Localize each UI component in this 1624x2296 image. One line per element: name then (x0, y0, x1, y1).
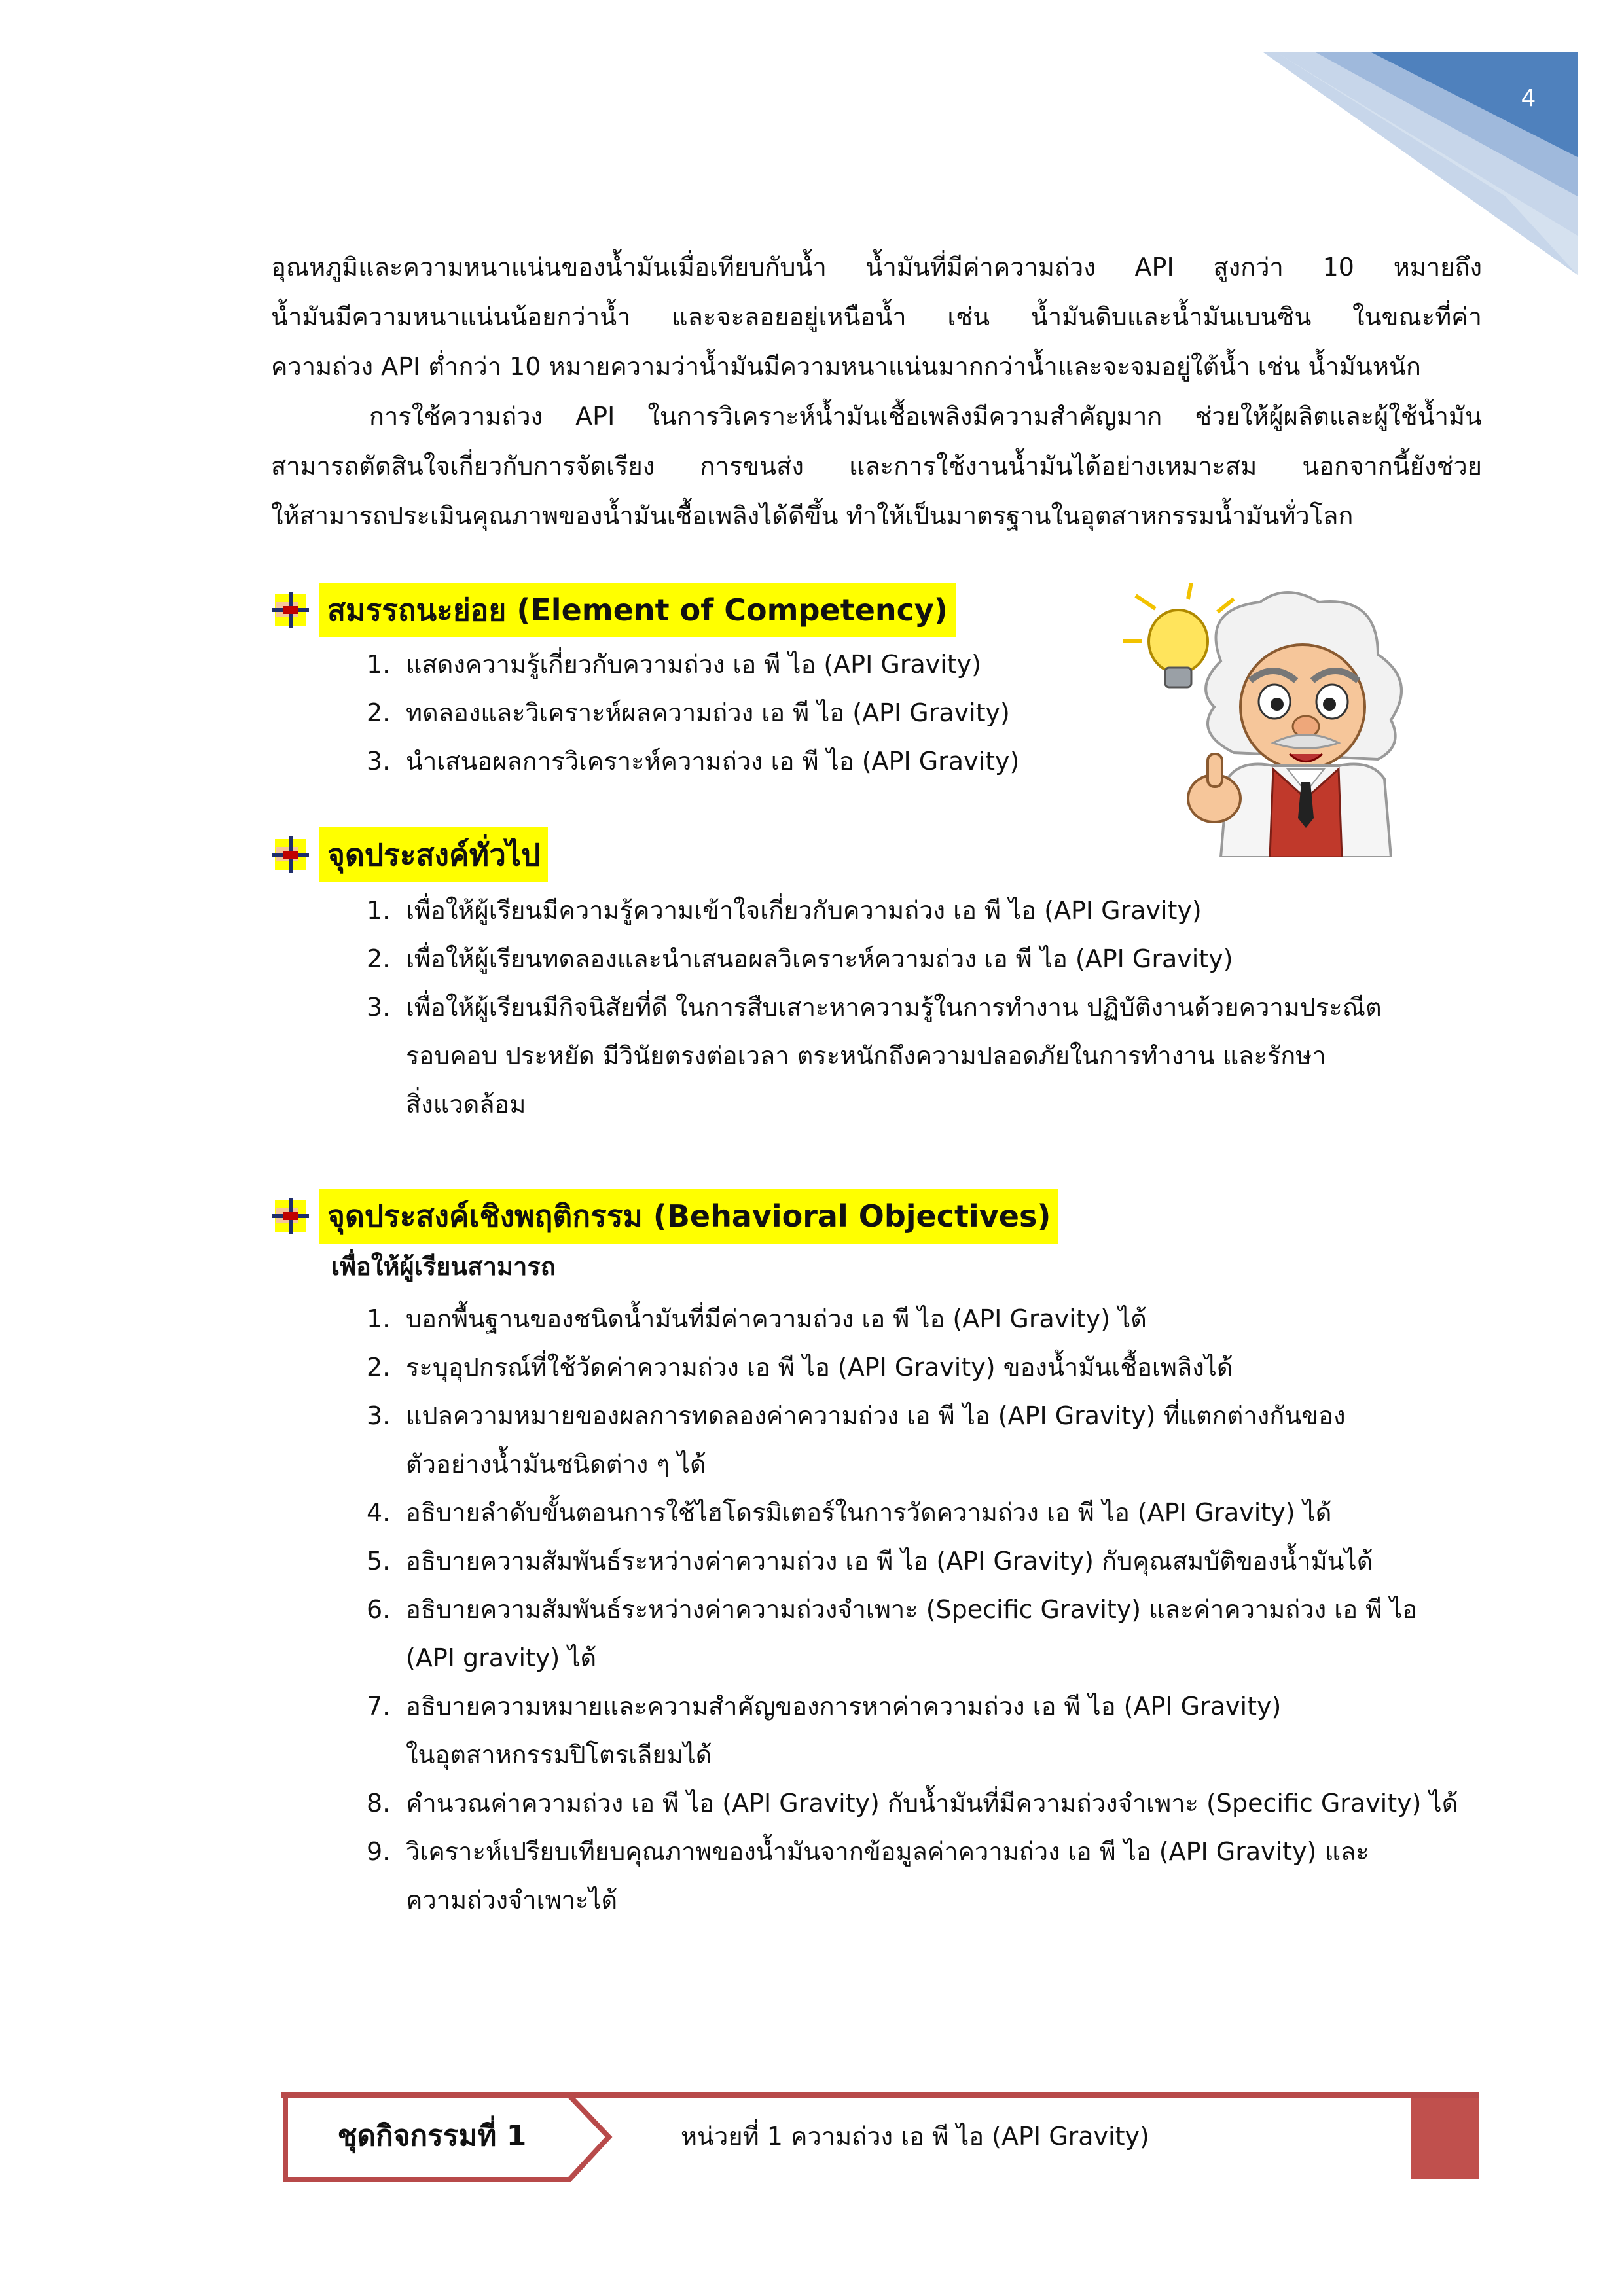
list-item: 3. นำเสนอผลการวิเคราะห์ความถ่วง เอ พี ไอ (API Gravity) (367, 747, 1020, 776)
intro-line-1: อุณหภูมิและความหนาแน่นของน้ำมันเมื่อเทียบกับน้ำ น้ำมันที่มีค่าความถ่วง API สูงกว่า 10 หมายถึง (271, 253, 1482, 281)
intro-line-2: น้ำมันมีความหนาแน่นน้อยกว่าน้ำ และจะลอยอยู่เหนือน้ำ เช่น น้ำมันดิบและน้ำมันเบนซิน ในขณะที่ค่า (271, 302, 1482, 331)
para2-line-2: สามารถตัดสินใจเกี่ยวกับการจัดเรียง การขนส่ง และการใช้งานน้ำมันได้อย่างเหมาะสม นอกจากนี้ยังช่วย (271, 452, 1482, 480)
general-objectives-list (367, 886, 1492, 1128)
list-item: 2. ทดลองและวิเคราะห์ผลความถ่วง เอ พี ไอ (API Gravity) (367, 698, 1010, 727)
behavioral-subheading: เพื่อให้ผู้เรียนสามารถ (331, 1252, 556, 1281)
corner-decoration (0, 0, 1624, 275)
intro-line-3: ความถ่วง API ต่ำกว่า 10 หมายความว่าน้ำมันมีความหนาแน่นมากกว่าน้ำและจะจมอยู่ใต้น้ำ เช่น น้ำมันหนัก (271, 352, 1421, 381)
list-item: 3. เพื่อให้ผู้เรียนมีกิจนิสัยที่ดี ในการสืบเสาะหาความรู้ในการทำงาน ปฏิบัติงานด้วยความประณีต รอบคอบ ประหยัด มีวินัยตรงต่อเวลา ตระหนักถึงความปลอดภัยในการทำงาน และรักษา สิ่งแวดล้อม (367, 993, 1382, 1119)
behavioral-objectives-heading: จุดประสงค์เชิงพฤติกรรม (Behavioral Objectives) (319, 1189, 1058, 1244)
list-item: 3. แปลความหมายของผลการทดลองค่าความถ่วง เอ พี ไอ (API Gravity) ที่แตกต่างกันของ ตัวอย่างน้ำมันชนิดต่าง ๆ ได้ (367, 1401, 1346, 1479)
list-item: 2. เพื่อให้ผู้เรียนทดลองและนำเสนอผลวิเคราะห์ความถ่วง เอ พี ไอ (API Gravity) (367, 944, 1233, 973)
behavioral-objectives-header (271, 1186, 1058, 1246)
footer-accent-box (1411, 2098, 1479, 2179)
crosshair-bullet-icon (271, 1196, 310, 1236)
general-objectives-heading: จุดประสงค์ทั่วไป (319, 827, 548, 882)
competency-heading: สมรรถนะย่อย (Element of Competency) (319, 583, 956, 637)
list-item: 1. บอกพื้นฐานของชนิดน้ำมันที่มีค่าความถ่วง เอ พี ไอ (API Gravity) ได้ (367, 1304, 1147, 1333)
page-number: 4 (1521, 85, 1536, 112)
behavioral-objectives-list (367, 1295, 1492, 1924)
list-item: 4. อธิบายลำดับขั้นตอนการใช้ไฮโดรมิเตอร์ในการวัดความถ่วง เอ พี ไอ (API Gravity) ได้ (367, 1498, 1332, 1527)
competency-section-header (271, 580, 956, 640)
crosshair-bullet-icon (271, 590, 310, 630)
footer-activity-label: ชุดกิจกรรมที่ 1 (337, 2119, 527, 2153)
list-item: 7. อธิบายความหมายและความสำคัญของการหาค่าความถ่วง เอ พี ไอ (API Gravity) ในอุตสาหกรรมปิโตรเลียมได้ (367, 1692, 1282, 1769)
list-item: 6. อธิบายความสัมพันธ์ระหว่างค่าความถ่วงจำเพาะ (Specific Gravity) และค่าความถ่วง เอ พี ไอ (API gravity) ได้ (367, 1595, 1418, 1672)
list-item: 8. คำนวณค่าความถ่วง เอ พี ไอ (API Gravity) กับน้ำมันที่มีความถ่วงจำเพาะ (Specific Gravity) ได้ (367, 1789, 1458, 1818)
list-item: 1. เพื่อให้ผู้เรียนมีความรู้ความเข้าใจเกี่ยวกับความถ่วง เอ พี ไอ (API Gravity) (367, 896, 1202, 925)
general-objectives-header (271, 825, 548, 885)
para2-line-3: ให้สามารถประเมินคุณภาพของน้ำมันเชื้อเพลิงได้ดีขึ้น ทำให้เป็นมาตรฐานในอุตสาหกรรมน้ำมันทั่วโลก (271, 501, 1354, 530)
footer-unit-label: หน่วยที่ 1 ความถ่วง เอ พี ไอ (API Gravity) (681, 2122, 1149, 2151)
list-item: 5. อธิบายความสัมพันธ์ระหว่างค่าความถ่วง เอ พี ไอ (API Gravity) กับคุณสมบัติของน้ำมันได้ (367, 1547, 1373, 1575)
scientist-idea-mascot (1116, 583, 1430, 857)
crosshair-bullet-icon (271, 835, 310, 874)
para2-line-1: การใช้ความถ่วง API ในการวิเคราะห์น้ำมันเชื้อเพลิงมีความสำคัญมาก ช่วยให้ผู้ผลิตและผู้ใช้น้ำมัน (369, 402, 1482, 431)
list-item: 2. ระบุอุปกรณ์ที่ใช้วัดค่าความถ่วง เอ พี ไอ (API Gravity) ของน้ำมันเชื้อเพลิงได้ (367, 1353, 1233, 1382)
list-item: 9. วิเคราะห์เปรียบเทียบคุณภาพของน้ำมันจากข้อมูลค่าความถ่วง เอ พี ไอ (API Gravity) และ ความถ่วงจำเพาะได้ (367, 1837, 1369, 1914)
list-item: 1. แสดงความรู้เกี่ยวกับความถ่วง เอ พี ไอ (API Gravity) (367, 650, 981, 679)
